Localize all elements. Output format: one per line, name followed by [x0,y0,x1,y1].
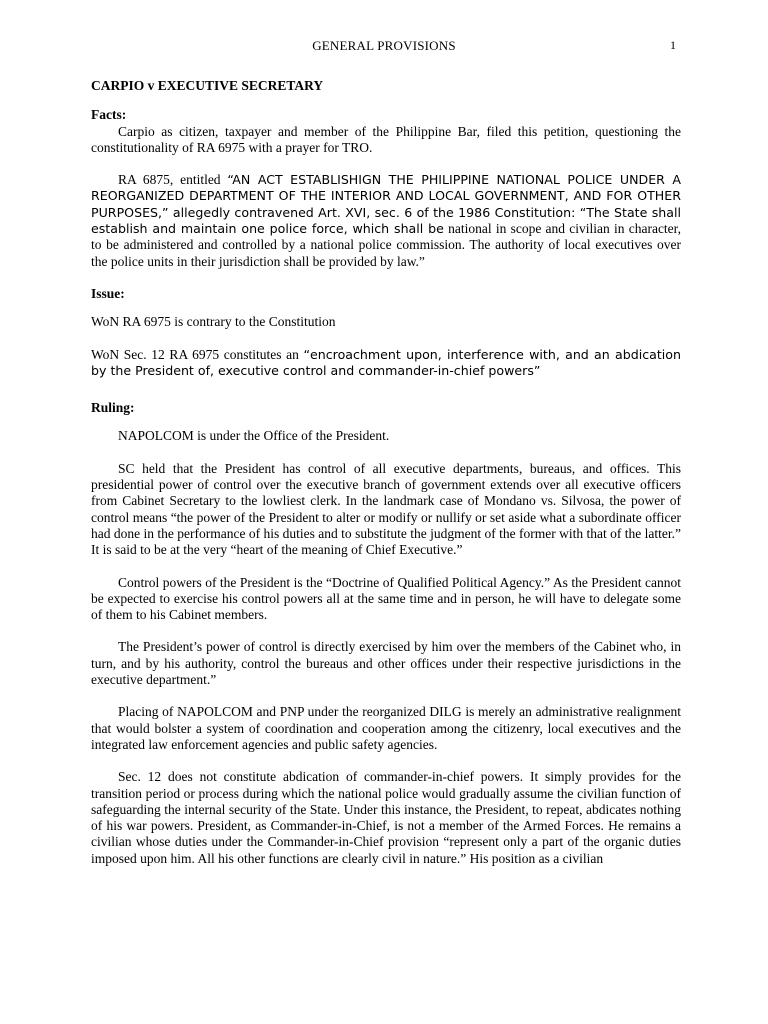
issue-paragraph-2-quote: “encroachment upon, interference with, and an abdication by the President of, executive control and commander-in-chief powers” [91,346,681,378]
ruling-heading: Ruling: [91,400,135,416]
ruling-paragraph-6: Sec. 12 does not constitute abdication of commander-in-chief powers. It simply provides for the transition period or process during which the national police would gradually assume the civilian function of safeguarding the internal security of the State. Under this instance, the President, to repeat, abdicates nothing of his war powers. President, as Commander-in-Chief, is not a member of the Armed Forces. He remains a civilian whose duties under the Commander-in-Chief provision “represent only a part of the organic duties imposed upon him. All his other functions are clearly civil in nature.” His position as a civilian [91,769,681,866]
document-body [91,78,681,867]
issue-paragraph-2-lead: WoN Sec. 12 RA 6975 constitutes an [91,346,299,362]
ruling-paragraph-4: The President’s power of control is directly exercised by him over the members of the Cabinet who, in turn, and by his authority, control the bureaus and other offices under their respective jurisdictions in the executive department.” [91,639,681,688]
facts-paragraph-2-lead: RA 6875, entitled [118,172,221,188]
case-title: CARPIO v EXECUTIVE SECRETARY [91,78,324,93]
ruling-paragraph-1: NAPOLCOM is under the Office of the President. [118,428,390,444]
facts-paragraph-2 [91,172,681,270]
facts-heading: Facts: [91,107,127,123]
page-number: 1 [670,38,676,52]
issue-paragraph-1: WoN RA 6975 is contrary to the Constitution [91,314,336,330]
facts-paragraph-2-tail: national in scope and civilian in character, to be administered and controlled by a national police commission. The authority of local executives over the police units in their jurisdiction shall be provided by law.” [91,221,682,269]
issue-paragraph-2 [91,347,681,380]
ruling-paragraph-2: SC held that the President has control of all executive departments, bureaus, and offices. This presidential power of control over the executive branch of government extends over all executive officers from Cabinet Secretary to the lowliest clerk. In the landmark case of Mondano vs. Silvosa, the power of control means “the power of the President to alter or modify or nullify or set aside what a subordinate officer had done in the performance of his duties and to substitute the judgment of the former with that of the latter.” It is said to be at the very “heart of the meaning of Chief Executive.” [91,460,681,558]
ruling-paragraph-5: Placing of NAPOLCOM and PNP under the reorganized DILG is merely an administrative realignment that would bolster a system of coordination and cooperation among the citizenry, local executives and the integrated law enforcement agencies and public safety agencies. [91,704,681,752]
facts-paragraph-2-statute: “AN ACT ESTABLISHIGN THE PHILIPPINE NATIONAL POLICE UNDER A REORGANIZED DEPARTMENT OF THE INTERIOR AND LOCAL GOVERNMENT, AND FOR OTHER PURPOSES,” allegedly contravened Art. XVI, sec. 6 of the 1986 Constitution: “The State shall establish and maintain one police force, which shall be [91,172,681,237]
facts-paragraph-1: Carpio as citizen, taxpayer and member of the Philippine Bar, filed this petition, questioning the constitutionality of RA 6975 with a prayer for TRO. [91,123,681,155]
issue-heading: Issue: [91,285,125,301]
running-header: GENERAL PROVISIONS [312,38,456,53]
ruling-paragraph-3: Control powers of the President is the “Doctrine of Qualified Political Agency.” As the President cannot be expected to exercise his control powers all at the same time and in person, he will have to delegate some of them to his Cabinet members. [91,574,681,623]
